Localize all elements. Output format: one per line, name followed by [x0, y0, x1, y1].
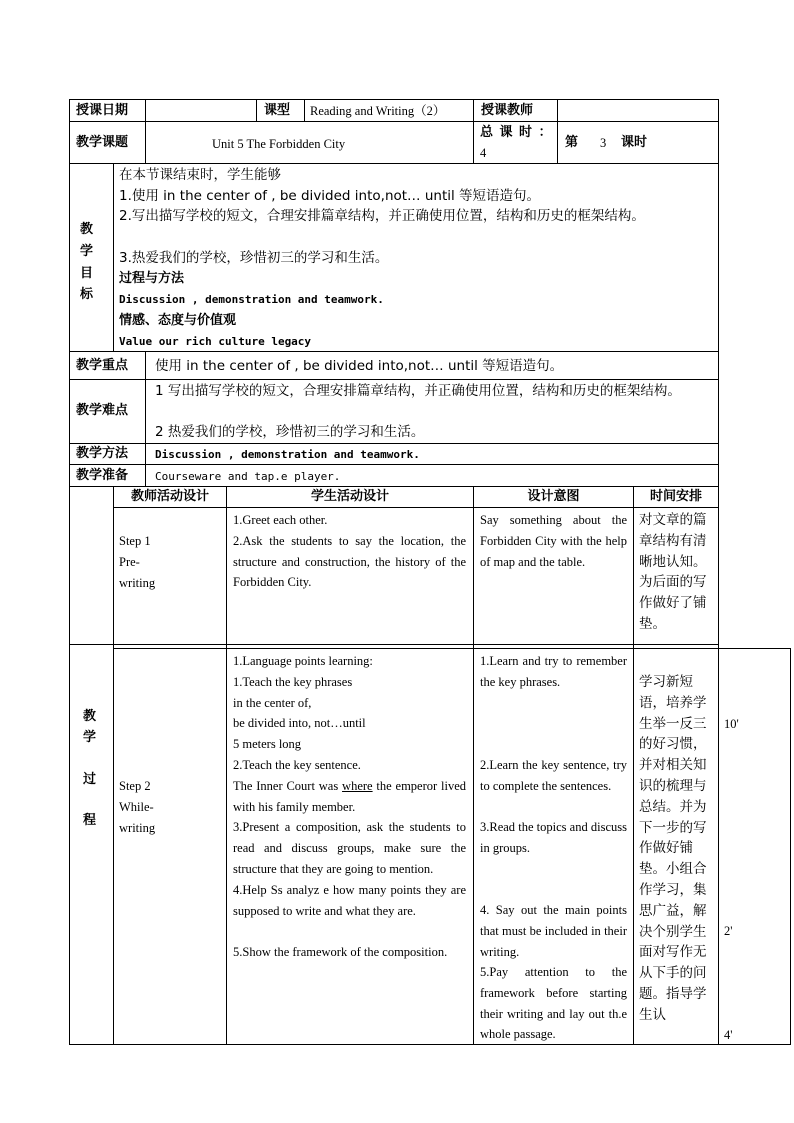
- step2-student-6: 2.Teach the key sentence.: [233, 757, 361, 772]
- col-student-header: 学生活动设计: [310, 489, 389, 504]
- cell-date-value: [145, 99, 257, 122]
- step1-intent: Say something about the Forbidden City with the help of map and the table.: [480, 513, 627, 569]
- step2-step-line-1: Step 2: [119, 779, 151, 793]
- step2-step-line-2: While-: [119, 799, 154, 814]
- step2-intent-1: 1.Learn and try to remember the key phrases.: [480, 654, 627, 689]
- process-label-3: 过: [83, 772, 97, 787]
- lesson-suffix: 课时: [621, 135, 648, 150]
- step2-student-4: be divided into, not…until: [233, 716, 366, 731]
- objectives-label-4: 标: [80, 287, 94, 302]
- type-value: Reading and Writing（2）: [310, 104, 446, 118]
- step1-step-line-1: Step 1: [119, 534, 151, 548]
- step1-step-line-3: writing: [119, 575, 156, 590]
- topic-label: 教学课题: [76, 135, 129, 150]
- objective-1: 1.使用 in the center of , be divided into,not… until 等短语造句。: [119, 188, 541, 204]
- step2-student-7c: the emperor lived with his family member.: [233, 778, 466, 814]
- process-label-2: 学: [83, 730, 97, 745]
- cell-teacher-value: [557, 99, 719, 122]
- keypoints-text: 使用 in the center of , be divided into,not… until 等短语造句。: [155, 358, 564, 374]
- step2-intent-3: 3.Read the topics and discuss in groups.: [480, 820, 627, 855]
- step2-step-line-3: writing: [119, 820, 156, 835]
- step2-intent-2: 2.Learn the key sentence, try to complete the sentences.: [480, 758, 627, 793]
- col-time-header: 时间安排: [649, 489, 702, 504]
- col-teacher-header: 教师活动设计: [130, 489, 209, 504]
- step2-student-3: in the center of,: [233, 695, 312, 710]
- step2-student-5: 5 meters long: [233, 737, 302, 752]
- minutes-1: 10': [724, 717, 739, 731]
- lesson-number: 3: [600, 136, 607, 150]
- difficulty-2: 2 热爱我们的学校，珍惜初三的学习和生活。: [155, 424, 425, 440]
- teacher-label: 授课教师: [481, 103, 534, 118]
- col-intent-header: 设计意图: [527, 489, 580, 504]
- objectives-intro: 在本节课结束时，学生能够: [119, 167, 281, 183]
- prep-label: 教学准备: [76, 468, 129, 483]
- objectives-label-2: 学: [80, 244, 94, 259]
- step1-time: 对文章的篇章结构有清晰地认知。为后面的写作做好了铺垫。: [639, 512, 707, 632]
- step2-step: [119, 776, 155, 838]
- step1-student-1: 1.Greet each other.: [233, 513, 328, 527]
- step2-student: [233, 651, 466, 963]
- topic-value: Unit 5 The Forbidden City: [212, 137, 346, 151]
- objectives-label-3: 目: [80, 266, 94, 281]
- date-label: 授课日期: [76, 103, 129, 118]
- total-value: 4: [480, 146, 487, 160]
- objectives-label-1: 教: [80, 222, 94, 237]
- process-label-1: 教: [83, 709, 97, 724]
- objective-2: 2.写出描写学校的短文，合理安排篇章结构，并正确使用位置，结构和历史的框架结构。: [119, 208, 645, 224]
- step2-intent-4: 4. Say out the main points that must be included in their writing.: [480, 903, 627, 959]
- minutes-2: 2': [724, 924, 733, 938]
- difficulties-label: 教学难点: [76, 403, 129, 418]
- total-label: 总 课 时 ：: [480, 125, 553, 140]
- prep-text: Courseware and tap.e player.: [155, 470, 341, 483]
- method-text: Discussion , demonstration and teamwork.: [155, 448, 420, 461]
- step2-student-8: 3.Present a composition, ask the students to read and discuss groups, make sure the structure that they are going to mention.: [233, 820, 466, 876]
- step2-student-7b: where: [342, 778, 373, 793]
- process-text: Discussion , demonstration and teamwork.: [119, 293, 384, 306]
- minutes-3: 4': [724, 1028, 733, 1042]
- difficulty-1: 1 写出描写学校的短文，合理安排篇章结构，并正确使用位置，结构和历史的框架结构。: [155, 383, 681, 399]
- step2-time: 学习新短语，培养学生举一反三的好习惯，并对相关知识的梳理与总结。并为下一步的写作做好铺垫。小组合作学习，集思广益，解决个别学生面对写作无从下手的问题。指导学生认: [639, 674, 707, 1023]
- step1-student: [233, 510, 466, 593]
- step2-student-1: 1.Language points learning:: [233, 654, 373, 668]
- keypoints-label: 教学重点: [76, 358, 129, 373]
- step1-step-line-2: Pre-: [119, 554, 140, 569]
- process-title: 过程与方法: [119, 271, 185, 286]
- step2-student-7: [233, 776, 466, 818]
- step1-step: [119, 531, 155, 593]
- step2-student-9: 4.Help Ss analyz e how many points they are supposed to write and what they are.: [233, 882, 466, 918]
- step2-student-10: 5.Show the framework of the composition.: [233, 945, 448, 960]
- step2-student-2: 1.Teach the key phrases: [233, 674, 353, 689]
- method-label: 教学方法: [76, 446, 129, 461]
- emotion-text: Value our rich culture legacy: [119, 335, 312, 348]
- step2-student-7a: The Inner Court was: [233, 778, 339, 793]
- type-label: 课型: [264, 103, 291, 118]
- step2-teacher-cell: [113, 648, 227, 1045]
- step2-minutes-cell: [718, 648, 791, 1045]
- emotion-title: 情感、态度与价值观: [119, 313, 237, 328]
- lesson-prefix: 第: [565, 135, 579, 150]
- objective-3: 3.热爱我们的学校，珍惜初三的学习和生活。: [119, 250, 389, 266]
- process-label-4: 程: [83, 813, 97, 828]
- cell-process-label: [69, 486, 114, 1045]
- step1-student-2: 2.Ask the students to say the location, the structure and construction, the history of the Forbidden City.: [233, 533, 466, 590]
- step2-intent-5: 5.Pay attention to the framework before starting their writing and lay out th.e whole passage.: [480, 965, 627, 1042]
